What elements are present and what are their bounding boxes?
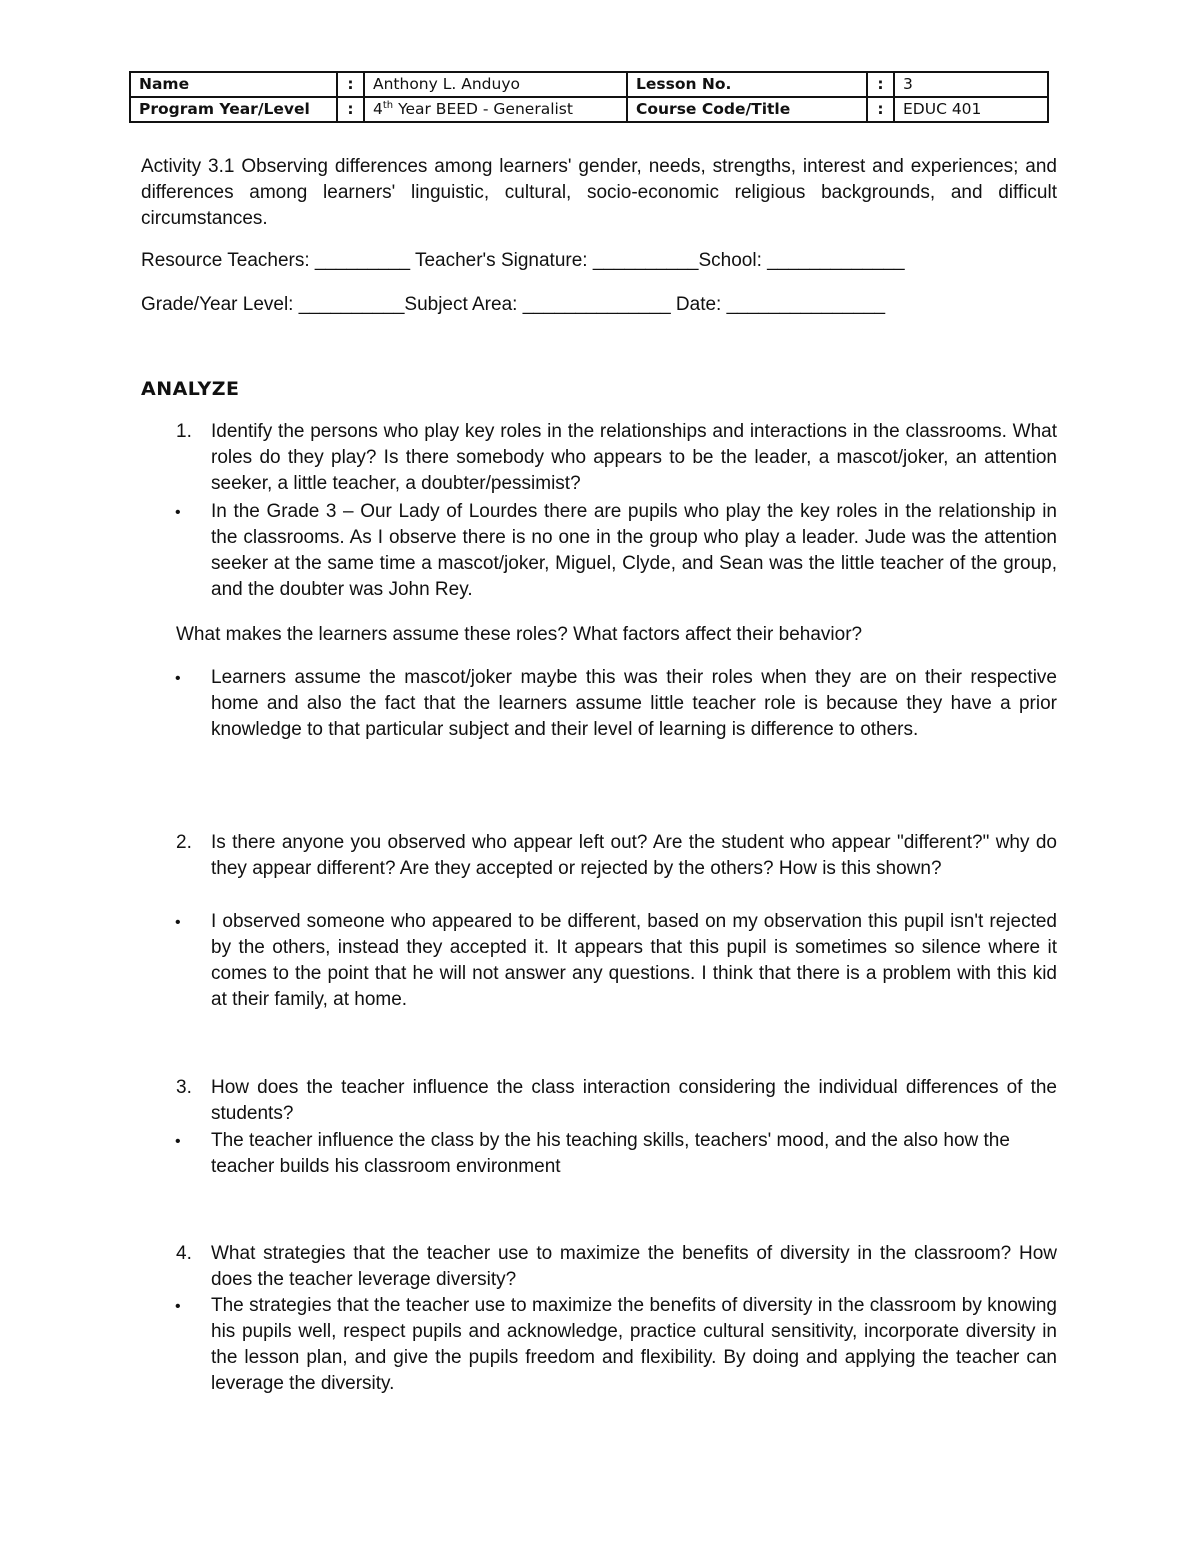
fields-line-grade-level: Grade/Year Level: __________Subject Area: ______________ Date: _______________ xyxy=(141,294,886,315)
bullet-icon: • xyxy=(175,914,181,931)
bullet-icon: • xyxy=(175,504,181,521)
item-number: 3. xyxy=(176,1077,192,1098)
bullet-icon: • xyxy=(175,670,181,687)
name-label: Name xyxy=(130,72,337,97)
answer-4: The strategies that the teacher use to maximize the benefits of diversity in the classroom by knowing his pupils well, respect pupils and acknowledge, practice cultural sensitivity, incorporate diversity in the lesson plan, and give the pupils freedom and flexibility. By doing and applying the teacher can leverage the diversity. xyxy=(211,1295,1057,1394)
program-rest: Year BEED - Generalist xyxy=(393,100,573,118)
lesson-value: 3 xyxy=(894,72,1048,97)
activity-description: Activity 3.1 Observing differences among learners' gender, needs, strengths, interest and experiences; and differences among learners' linguistic, cultural, socio-economic religious backgrounds, and difficult circumstances. xyxy=(141,156,1057,229)
answer-1: In the Grade 3 – Our Lady of Lourdes there are pupils who play the key roles in the relationship in the classrooms. As I observe there is no one in the group who play a leader. Jude was the attention seeker at the same time a mascot/joker, Miguel, Clyde, and Sean was the little teacher of the group, and the doubter was John Rey. xyxy=(211,501,1057,600)
question-4: What strategies that the teacher use to maximize the benefits of diversity in the classroom? How does the teacher leverage diversity? xyxy=(211,1243,1057,1290)
item-number: 4. xyxy=(176,1243,192,1264)
program-label: Program Year/Level xyxy=(130,97,337,122)
answer-3: The teacher influence the class by the his teaching skills, teachers' mood, and the also how the teacher builds his classroom environment xyxy=(211,1130,1010,1177)
section-heading: ANALYZE xyxy=(141,378,240,400)
course-label: Course Code/Title xyxy=(627,97,867,122)
fields-line-resource-teachers: Resource Teachers: _________ Teacher's Signature: __________School: _____________ xyxy=(141,250,905,271)
program-value xyxy=(364,97,627,122)
bullet-icon: • xyxy=(175,1133,181,1150)
followup-question-1: What makes the learners assume these roles? What factors affect their behavior? xyxy=(176,624,863,645)
colon: : xyxy=(867,97,894,122)
question-2: Is there anyone you observed who appear left out? Are the student who appear "different?" why do they appear different? Are they accepted or rejected by the others? How is this shown? xyxy=(211,832,1057,879)
question-1: Identify the persons who play key roles in the relationships and interactions in the classrooms. What roles do they play? Is there somebody who appears to be the leader, a mascot/joker, an attention seeker, a little teacher, a doubter/pessimist? xyxy=(211,421,1057,494)
answer-2: I observed someone who appeared to be different, based on my observation this pupil isn't rejected by the others, instead they accepted it. It appears that this pupil is sometimes so silence where it comes to the point that he will not answer any questions. I think that there is a problem with this kid at their family, at home. xyxy=(211,911,1057,1010)
name-value: Anthony L. Anduyo xyxy=(364,72,627,97)
colon: : xyxy=(337,72,364,97)
program-ordinal: 4 xyxy=(373,100,383,118)
colon: : xyxy=(867,72,894,97)
colon: : xyxy=(337,97,364,122)
question-3: How does the teacher influence the class interaction considering the individual differences of the students? xyxy=(211,1077,1057,1124)
student-info-table xyxy=(129,71,1049,123)
lesson-label: Lesson No. xyxy=(627,72,867,97)
followup-answer-1: Learners assume the mascot/joker maybe this was their roles when they are on their respective home and also the fact that the learners assume little teacher role is because they have a prior knowledge to that particular subject and their level of learning is difference to others. xyxy=(211,667,1057,740)
course-value: EDUC 401 xyxy=(894,97,1048,122)
program-ordinal-suffix: th xyxy=(382,99,394,111)
item-number: 2. xyxy=(176,832,192,853)
item-number: 1. xyxy=(176,421,192,442)
table-row xyxy=(130,72,1048,97)
bullet-icon: • xyxy=(175,1298,181,1315)
table-row xyxy=(130,97,1048,122)
